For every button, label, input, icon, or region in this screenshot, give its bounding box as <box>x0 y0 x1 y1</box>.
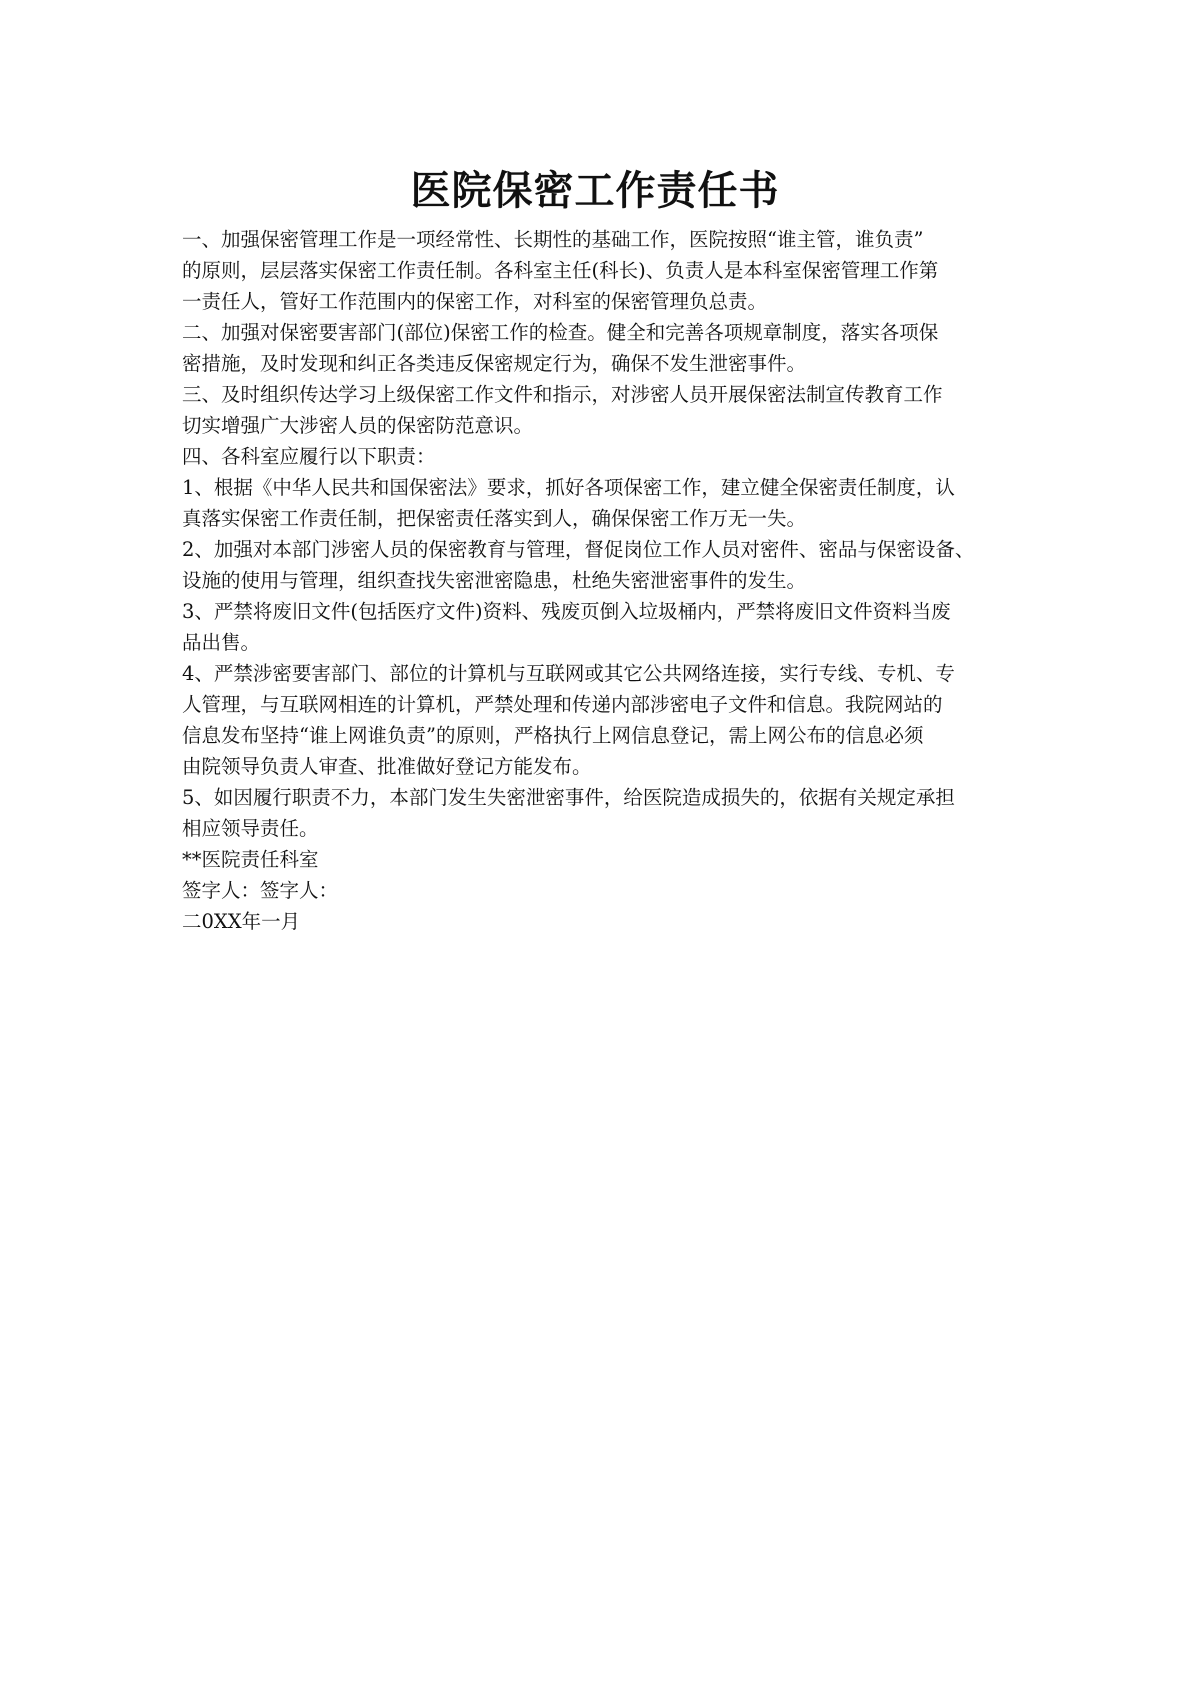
body-line: 3、严禁将废旧文件(包括医疗文件)资料、残废页倒入垃圾桶内，严禁将废旧文件资料当废 <box>182 600 951 623</box>
body-line: 2、加强对本部门涉密人员的保密教育与管理，督促岗位工作人员对密件、密品与保密设备、 <box>182 538 975 561</box>
document-date: 二0XX年一月 <box>182 910 301 933</box>
body-line: 4、严禁涉密要害部门、部位的计算机与互联网或其它公共网络连接，实行专线、专机、专 <box>182 662 955 685</box>
signature-department: **医院责任科室 <box>182 848 319 871</box>
body-line: 1、根据《中华人民共和国保密法》要求，抓好各项保密工作，建立健全保密责任制度，认 <box>182 476 955 499</box>
body-line: 二、加强对保密要害部门(部位)保密工作的检查。健全和完善各项规章制度，落实各项保 <box>182 321 939 344</box>
body-line: 切实增强广大涉密人员的保密防范意识。 <box>182 414 534 437</box>
body-line: 设施的使用与管理，组织查找失密泄密隐患，杜绝失密泄密事件的发生。 <box>182 569 807 592</box>
body-line: 相应领导责任。 <box>182 817 319 840</box>
body-line: 一责任人，管好工作范围内的保密工作，对科室的保密管理负总责。 <box>182 290 768 313</box>
document-title: 医院保密工作责任书 <box>410 167 780 214</box>
body-line: 三、及时组织传达学习上级保密工作文件和指示，对涉密人员开展保密法制宣传教育工作 <box>182 383 943 406</box>
body-line: 真落实保密工作责任制，把保密责任落实到人，确保保密工作万无一失。 <box>182 507 807 530</box>
body-line: 人管理，与互联网相连的计算机，严禁处理和传递内部涉密电子文件和信息。我院网站的 <box>182 693 943 716</box>
body-line: 品出售。 <box>182 631 261 654</box>
body-line: 由院领导负责人审查、批准做好登记方能发布。 <box>182 755 592 778</box>
body-line: 一、加强保密管理工作是一项经常性、长期性的基础工作，医院按照“谁主管，谁负责” <box>182 228 924 251</box>
document-body <box>182 224 1042 937</box>
body-line: 密措施，及时发现和纠正各类违反保密规定行为，确保不发生泄密事件。 <box>182 352 807 375</box>
body-line: 的原则，层层落实保密工作责任制。各科室主任(科长)、负责人是本科室保密管理工作第 <box>182 259 939 282</box>
body-line: 5、如因履行职责不力，本部门发生失密泄密事件，给医院造成损失的，依据有关规定承担 <box>182 786 955 809</box>
signature-line: 签字人：签字人： <box>182 879 339 902</box>
body-line: 信息发布坚持“谁上网谁负责”的原则，严格执行上网信息登记，需上网公布的信息必须 <box>182 724 924 747</box>
body-line: 四、各科室应履行以下职责： <box>182 445 436 468</box>
